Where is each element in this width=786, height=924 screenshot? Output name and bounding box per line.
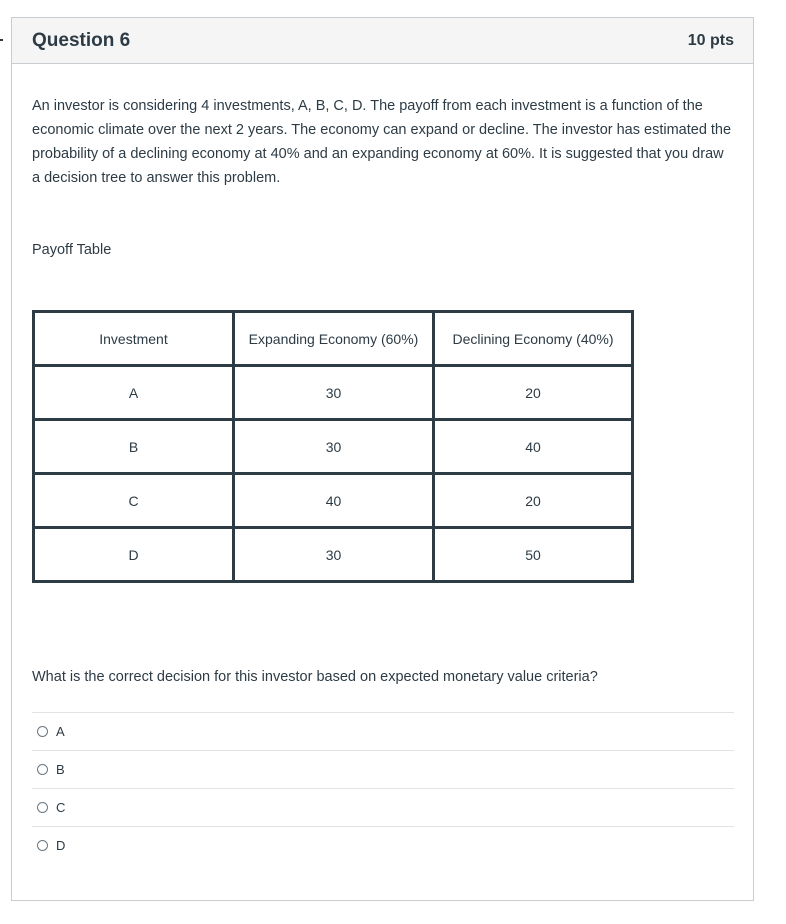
table-cell: 30 bbox=[234, 420, 434, 474]
question-card bbox=[11, 17, 754, 901]
answer-label: D bbox=[56, 838, 66, 853]
table-header-cell: Declining Economy (40%) bbox=[434, 312, 633, 366]
answer-label: A bbox=[56, 724, 65, 739]
table-cell: 20 bbox=[434, 474, 633, 528]
table-row bbox=[34, 366, 633, 420]
answer-option-c[interactable] bbox=[32, 788, 734, 826]
question-text: An investor is considering 4 investments, A, B, C, D. The payoff from each investment is a function of the economic climate over the next 2 years. The economy can expand or decline. The investor has estimated the probability of a declining economy at 40% and an expanding economy at 60%. It is suggested that you draw a decision tree to answer this problem. bbox=[32, 98, 732, 186]
table-cell: D bbox=[34, 528, 234, 582]
table-cell: 50 bbox=[434, 528, 633, 582]
edge-marker bbox=[0, 39, 3, 41]
answer-label: C bbox=[56, 800, 66, 815]
question-points: 10 pts bbox=[687, 31, 734, 49]
table-row bbox=[34, 528, 633, 582]
table-row bbox=[34, 474, 633, 528]
table-header-row bbox=[34, 312, 633, 366]
radio-button[interactable] bbox=[37, 840, 48, 851]
radio-button[interactable] bbox=[37, 726, 48, 737]
table-header-cell: Expanding Economy (60%) bbox=[234, 312, 434, 366]
payoff-table bbox=[32, 310, 634, 583]
table-cell: 30 bbox=[234, 528, 434, 582]
payoff-table-label: Payoff Table bbox=[32, 242, 112, 258]
answer-option-b[interactable] bbox=[32, 750, 734, 788]
answer-list bbox=[32, 712, 734, 864]
radio-button[interactable] bbox=[37, 764, 48, 775]
question-title: Question 6 bbox=[32, 29, 131, 51]
answer-option-d[interactable] bbox=[32, 826, 734, 864]
table-cell: A bbox=[34, 366, 234, 420]
table-header-cell: Investment bbox=[34, 312, 234, 366]
table-cell: C bbox=[34, 474, 234, 528]
table-cell: 30 bbox=[234, 366, 434, 420]
table-row bbox=[34, 420, 633, 474]
radio-button[interactable] bbox=[37, 802, 48, 813]
answer-option-a[interactable] bbox=[32, 712, 734, 750]
table-cell: 20 bbox=[434, 366, 633, 420]
question-body bbox=[12, 94, 753, 864]
question-prompt: What is the correct decision for this investor based on expected monetary value criteria? bbox=[32, 669, 598, 685]
question-header bbox=[12, 18, 753, 64]
table-cell: B bbox=[34, 420, 234, 474]
table-cell: 40 bbox=[234, 474, 434, 528]
answer-label: B bbox=[56, 762, 65, 777]
table-cell: 40 bbox=[434, 420, 633, 474]
